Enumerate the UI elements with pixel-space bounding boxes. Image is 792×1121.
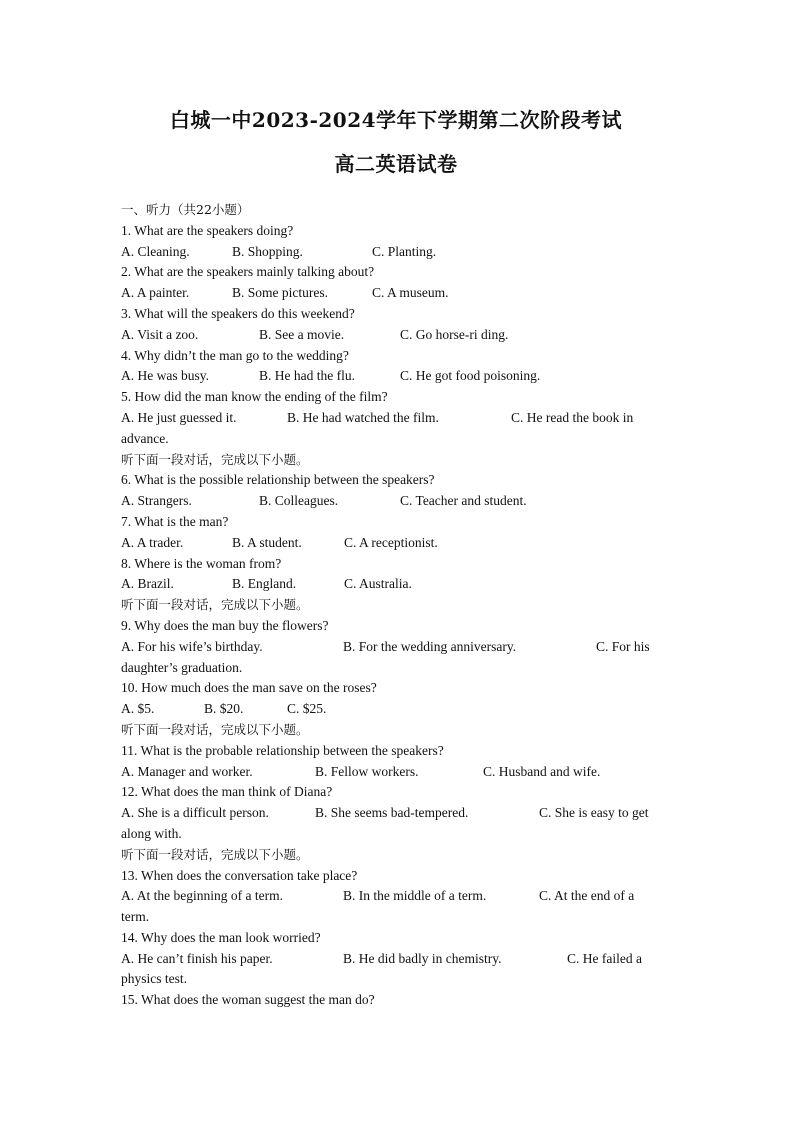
exam-title: 白城一中2023-2024学年下学期第二次阶段考试 xyxy=(169,108,623,132)
answer-option: B. England. xyxy=(232,576,297,592)
answer-option: A. $5. xyxy=(121,701,155,717)
answer-options-row xyxy=(121,574,669,595)
answer-option: C. Go horse-ri ding. xyxy=(400,326,509,342)
answer-options-row xyxy=(121,366,669,387)
question-text: daughter’s graduation. xyxy=(121,659,243,675)
answer-option: A. A painter. xyxy=(121,285,190,301)
question-text: 10. How much does the man save on the roses? xyxy=(121,680,377,696)
answer-option: B. In the middle of a term. xyxy=(343,888,487,904)
answer-option: A. Strangers. xyxy=(121,493,192,509)
answer-options-row xyxy=(121,886,669,907)
dialogue-instruction: 听下面一段对话，完成以下小题。 xyxy=(121,846,309,862)
answer-option: C. He got food poisoning. xyxy=(400,368,541,384)
exam-subtitle: 高二英语试卷 xyxy=(334,152,458,176)
answer-option: A. At the beginning of a term. xyxy=(121,888,283,904)
answer-option: A. Cleaning. xyxy=(121,243,190,259)
question-text: advance. xyxy=(121,430,169,446)
question-text: term. xyxy=(121,909,150,925)
answer-options-row xyxy=(121,325,669,346)
question-text: 8. Where is the woman from? xyxy=(121,555,282,571)
answer-option: A. Manager and worker. xyxy=(121,763,253,779)
answer-option: A. He was busy. xyxy=(121,368,209,384)
question-text: 7. What is the man? xyxy=(121,513,229,529)
dialogue-instruction: 听下面一段对话，完成以下小题。 xyxy=(121,721,309,737)
question-text: along with. xyxy=(121,825,182,841)
answer-option: C. He read the book in xyxy=(511,409,634,425)
dialogue-instruction: 听下面一段对话，完成以下小题。 xyxy=(121,451,309,467)
answer-option: C. A museum. xyxy=(372,285,449,301)
answer-option: B. For the wedding anniversary. xyxy=(343,638,517,654)
answer-option: A. For his wife’s birthday. xyxy=(121,638,263,654)
answer-option: B. $20. xyxy=(204,701,244,717)
question-text: 2. What are the speakers mainly talking about? xyxy=(121,264,375,280)
answer-option: B. Some pictures. xyxy=(232,285,328,301)
answer-option: A. She is a difficult person. xyxy=(121,805,269,821)
answer-option: B. Colleagues. xyxy=(259,493,339,509)
question-text: 1. What are the speakers doing? xyxy=(121,222,294,238)
answer-options-row xyxy=(121,699,669,720)
question-text: 11. What is the probable relationship between the speakers? xyxy=(121,742,444,758)
question-text: 3. What will the speakers do this weekend? xyxy=(121,305,355,321)
question-text: 9. Why does the man buy the flowers? xyxy=(121,617,329,633)
answer-option: B. He had watched the film. xyxy=(287,409,439,425)
question-text: 12. What does the man think of Diana? xyxy=(121,784,333,800)
answer-options-row xyxy=(121,408,669,429)
answer-options-row xyxy=(121,283,669,304)
answer-option: B. A student. xyxy=(232,534,302,550)
answer-option: C. Planting. xyxy=(372,243,437,259)
answer-options-row xyxy=(121,803,669,824)
answer-option: C. Australia. xyxy=(344,576,412,592)
listening-section xyxy=(121,200,669,1011)
dialogue-instruction: 听下面一段对话，完成以下小题。 xyxy=(121,597,309,613)
answer-option: C. At the end of a xyxy=(539,888,635,904)
answer-option: C. Husband and wife. xyxy=(483,763,601,779)
answer-option: C. For his xyxy=(596,638,650,654)
answer-option: B. See a movie. xyxy=(259,326,345,342)
answer-options-row xyxy=(121,533,669,554)
question-text: 5. How did the man know the ending of the film? xyxy=(121,389,388,405)
answer-options-row xyxy=(121,637,669,658)
question-text: 4. Why didn’t the man go to the wedding? xyxy=(121,347,349,363)
answer-option: A. Brazil. xyxy=(121,576,174,592)
answer-option: B. Fellow workers. xyxy=(315,763,419,779)
section-heading: 一、听力（共22小题） xyxy=(121,202,250,217)
question-text: physics test. xyxy=(121,971,187,987)
answer-option: C. Teacher and student. xyxy=(400,493,527,509)
answer-option: C. He failed a xyxy=(567,950,642,966)
answer-option: A. A trader. xyxy=(121,534,184,550)
answer-option: B. He did badly in chemistry. xyxy=(343,950,502,966)
answer-option: B. He had the flu. xyxy=(259,368,355,384)
answer-option: B. Shopping. xyxy=(232,243,303,259)
answer-options-row xyxy=(121,242,669,263)
question-text: 13. When does the conversation take place? xyxy=(121,867,358,883)
answer-option: A. Visit a zoo. xyxy=(121,326,199,342)
question-text: 15. What does the woman suggest the man do? xyxy=(121,992,375,1008)
answer-option: C. She is easy to get xyxy=(539,805,649,821)
answer-option: A. He can’t finish his paper. xyxy=(121,950,273,966)
answer-options-row xyxy=(121,491,669,512)
answer-option: A. He just guessed it. xyxy=(121,409,237,425)
question-text: 6. What is the possible relationship between the speakers? xyxy=(121,472,435,488)
answer-option: B. She seems bad-tempered. xyxy=(315,805,469,821)
answer-option: C. A receptionist. xyxy=(344,534,438,550)
answer-option: C. $25. xyxy=(287,701,327,717)
answer-options-row xyxy=(121,762,669,783)
question-text: 14. Why does the man look worried? xyxy=(121,929,321,945)
answer-options-row xyxy=(121,949,669,970)
